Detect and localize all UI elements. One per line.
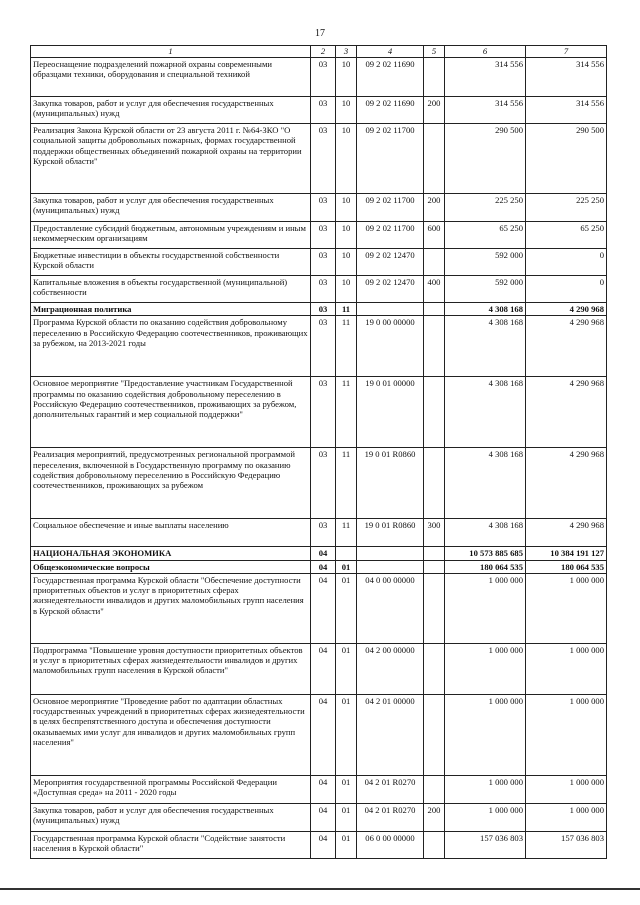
row-target-article-cell: 04 0 00 00000 xyxy=(357,573,424,643)
row-amount-2-cell: 1 000 000 xyxy=(526,643,607,694)
row-target-article-cell: 19 0 01 00000 xyxy=(357,377,424,448)
row-subsection-cell: 10 xyxy=(336,276,357,303)
row-section-cell: 04 xyxy=(311,560,336,573)
row-expense-type-cell: 200 xyxy=(424,194,445,222)
row-amount-2-cell: 1 000 000 xyxy=(526,694,607,775)
row-expense-type-cell: 200 xyxy=(424,97,445,124)
row-section-cell: 04 xyxy=(311,803,336,831)
table-row xyxy=(31,97,607,124)
row-amount-1-cell: 157 036 803 xyxy=(445,831,526,858)
row-target-article-cell xyxy=(357,547,424,560)
header-cell: 2 xyxy=(311,46,336,58)
row-amount-1-cell: 4 308 168 xyxy=(445,316,526,377)
table-row xyxy=(31,124,607,194)
row-section-cell: 04 xyxy=(311,573,336,643)
row-amount-2-cell: 4 290 968 xyxy=(526,303,607,316)
row-name-cell: Переоснащение подразделений пожарной охраны современными образцами техники, оборудования и специальной техникой xyxy=(31,58,311,97)
row-name-cell: Закупка товаров, работ и услуг для обеспечения государственных (муниципальных) нужд xyxy=(31,803,311,831)
row-amount-1-cell: 10 573 885 685 xyxy=(445,547,526,560)
row-name-cell: Мероприятия государственной программы Российской Федерации «Доступная среда» на 2011 - 2020 годы xyxy=(31,775,311,803)
row-subsection-cell: 01 xyxy=(336,831,357,858)
row-expense-type-cell xyxy=(424,58,445,97)
row-section-cell: 04 xyxy=(311,775,336,803)
row-name-cell: Закупка товаров, работ и услуг для обеспечения государственных (муниципальных) нужд xyxy=(31,194,311,222)
row-subsection-cell: 11 xyxy=(336,377,357,448)
row-amount-1-cell: 592 000 xyxy=(445,276,526,303)
row-amount-2-cell: 4 290 968 xyxy=(526,316,607,377)
row-name-cell: НАЦИОНАЛЬНАЯ ЭКОНОМИКА xyxy=(31,547,311,560)
row-name-cell: Общеэкономические вопросы xyxy=(31,560,311,573)
row-target-article-cell: 19 0 01 R0860 xyxy=(357,519,424,547)
row-target-article-cell: 04 2 00 00000 xyxy=(357,643,424,694)
row-amount-1-cell: 4 308 168 xyxy=(445,519,526,547)
table-row xyxy=(31,694,607,775)
row-target-article-cell: 09 2 02 12470 xyxy=(357,249,424,276)
row-target-article-cell xyxy=(357,560,424,573)
header-cell: 7 xyxy=(526,46,607,58)
table-row xyxy=(31,194,607,222)
page-number: 17 xyxy=(315,28,325,39)
row-target-article-cell: 06 0 00 00000 xyxy=(357,831,424,858)
row-amount-1-cell: 290 500 xyxy=(445,124,526,194)
row-section-cell: 03 xyxy=(311,249,336,276)
row-section-cell: 03 xyxy=(311,58,336,97)
row-section-cell: 03 xyxy=(311,124,336,194)
row-section-cell: 03 xyxy=(311,222,336,249)
row-subsection-cell: 10 xyxy=(336,58,357,97)
row-amount-2-cell: 157 036 803 xyxy=(526,831,607,858)
row-subsection-cell: 11 xyxy=(336,448,357,519)
row-subsection-cell: 11 xyxy=(336,519,357,547)
row-amount-2-cell: 180 064 535 xyxy=(526,560,607,573)
row-subsection-cell: 01 xyxy=(336,560,357,573)
row-expense-type-cell xyxy=(424,377,445,448)
row-amount-1-cell: 314 556 xyxy=(445,58,526,97)
row-amount-2-cell: 1 000 000 xyxy=(526,573,607,643)
row-section-cell: 04 xyxy=(311,831,336,858)
row-target-article-cell: 04 2 01 R0270 xyxy=(357,803,424,831)
row-expense-type-cell xyxy=(424,694,445,775)
row-section-cell: 03 xyxy=(311,97,336,124)
row-amount-2-cell: 0 xyxy=(526,276,607,303)
row-amount-2-cell: 4 290 968 xyxy=(526,519,607,547)
row-section-cell: 03 xyxy=(311,519,336,547)
table-row xyxy=(31,643,607,694)
row-expense-type-cell xyxy=(424,249,445,276)
header-cell: 4 xyxy=(357,46,424,58)
header-cell: 6 xyxy=(445,46,526,58)
row-target-article-cell: 09 2 02 11690 xyxy=(357,58,424,97)
row-target-article-cell: 09 2 02 12470 xyxy=(357,276,424,303)
row-amount-1-cell: 592 000 xyxy=(445,249,526,276)
row-amount-1-cell: 180 064 535 xyxy=(445,560,526,573)
row-subsection-cell: 10 xyxy=(336,222,357,249)
row-amount-1-cell: 1 000 000 xyxy=(445,694,526,775)
table-row xyxy=(31,519,607,547)
row-expense-type-cell xyxy=(424,448,445,519)
table-row xyxy=(31,775,607,803)
table-row xyxy=(31,316,607,377)
row-name-cell: Программа Курской области по оказанию содействия добровольному переселению в Российскую Федерацию соотечественников, проживающих за рубежом, на 2013-2021 годы xyxy=(31,316,311,377)
row-expense-type-cell: 200 xyxy=(424,803,445,831)
row-subsection-cell: 01 xyxy=(336,694,357,775)
row-target-article-cell: 19 0 01 R0860 xyxy=(357,448,424,519)
row-section-cell: 03 xyxy=(311,377,336,448)
row-amount-2-cell: 314 556 xyxy=(526,58,607,97)
table-row xyxy=(31,573,607,643)
row-name-cell: Предоставление субсидий бюджетным, автономным учреждениям и иным некоммерческим организациям xyxy=(31,222,311,249)
row-target-article-cell: 04 2 01 00000 xyxy=(357,694,424,775)
row-section-cell: 03 xyxy=(311,194,336,222)
table-row xyxy=(31,560,607,573)
row-expense-type-cell xyxy=(424,831,445,858)
budget-table xyxy=(30,45,607,859)
table-header-row xyxy=(31,46,607,58)
table-row xyxy=(31,303,607,316)
row-amount-1-cell: 1 000 000 xyxy=(445,803,526,831)
row-amount-1-cell: 1 000 000 xyxy=(445,643,526,694)
row-name-cell: Подпрограмма "Повышение уровня доступности приоритетных объектов и услуг в приоритетных сферах жизнедеятельности инвалидов и других маломобильных групп населения в Курской области" xyxy=(31,643,311,694)
row-name-cell: Социальное обеспечение и иные выплаты населению xyxy=(31,519,311,547)
row-section-cell: 03 xyxy=(311,316,336,377)
row-subsection-cell: 10 xyxy=(336,249,357,276)
table-row xyxy=(31,377,607,448)
row-expense-type-cell xyxy=(424,573,445,643)
row-section-cell: 03 xyxy=(311,303,336,316)
page-bottom-rule xyxy=(0,888,640,890)
row-amount-1-cell: 1 000 000 xyxy=(445,573,526,643)
row-subsection-cell: 01 xyxy=(336,573,357,643)
row-expense-type-cell xyxy=(424,316,445,377)
row-name-cell: Закупка товаров, работ и услуг для обеспечения государственных (муниципальных) нужд xyxy=(31,97,311,124)
row-subsection-cell: 11 xyxy=(336,303,357,316)
row-expense-type-cell: 600 xyxy=(424,222,445,249)
table-row xyxy=(31,249,607,276)
row-subsection-cell: 11 xyxy=(336,316,357,377)
table-row xyxy=(31,803,607,831)
row-subsection-cell: 10 xyxy=(336,194,357,222)
row-target-article-cell: 09 2 02 11700 xyxy=(357,222,424,249)
row-target-article-cell: 04 2 01 R0270 xyxy=(357,775,424,803)
table-row xyxy=(31,222,607,249)
row-name-cell: Миграционная политика xyxy=(31,303,311,316)
row-name-cell: Государственная программа Курской области "Обеспечение доступности приоритетных объектов и услуг в приоритетных сферах жизнедеятельности инвалидов и других маломобильных групп населения в Курской области" xyxy=(31,573,311,643)
row-target-article-cell: 09 2 02 11700 xyxy=(357,194,424,222)
row-name-cell: Основное мероприятие "Проведение работ по адаптации областных государственных учреждений в приоритетных сферах жизнедеятельности в целях беспрепятственного доступа и обеспечения доступности оказываемых ими услуг для инвалидов и других маломобильных групп населения" xyxy=(31,694,311,775)
row-amount-2-cell: 4 290 968 xyxy=(526,448,607,519)
row-subsection-cell: 01 xyxy=(336,775,357,803)
row-subsection-cell: 01 xyxy=(336,803,357,831)
row-expense-type-cell xyxy=(424,775,445,803)
row-name-cell: Государственная программа Курской области "Содействие занятости населения в Курской области" xyxy=(31,831,311,858)
row-amount-1-cell: 225 250 xyxy=(445,194,526,222)
header-cell: 5 xyxy=(424,46,445,58)
table-row xyxy=(31,831,607,858)
row-amount-1-cell: 1 000 000 xyxy=(445,775,526,803)
header-cell: 3 xyxy=(336,46,357,58)
row-amount-2-cell: 4 290 968 xyxy=(526,377,607,448)
row-name-cell: Капитальные вложения в объекты государственной (муниципальной) собственности xyxy=(31,276,311,303)
row-amount-2-cell: 314 556 xyxy=(526,97,607,124)
row-name-cell: Реализация мероприятий, предусмотренных региональной программой переселения, включенной в Государственную программу по оказанию содействия добровольному переселению в Российскую Федерацию соотечественников, проживающих за рубежом xyxy=(31,448,311,519)
header-cell: 1 xyxy=(31,46,311,58)
table-row xyxy=(31,58,607,97)
row-subsection-cell: 10 xyxy=(336,97,357,124)
row-amount-1-cell: 65 250 xyxy=(445,222,526,249)
row-expense-type-cell: 300 xyxy=(424,519,445,547)
row-amount-2-cell: 1 000 000 xyxy=(526,803,607,831)
row-section-cell: 04 xyxy=(311,547,336,560)
row-name-cell: Реализация Закона Курской области от 23 августа 2011 г. №64-ЗКО "О социальной защиты добровольных пожарных, формах государственной поддержки общественных объединений пожарной охраны на территории Курской области" xyxy=(31,124,311,194)
row-amount-1-cell: 4 308 168 xyxy=(445,377,526,448)
row-target-article-cell: 19 0 00 00000 xyxy=(357,316,424,377)
table-row xyxy=(31,547,607,560)
row-subsection-cell: 01 xyxy=(336,643,357,694)
row-expense-type-cell xyxy=(424,124,445,194)
row-section-cell: 04 xyxy=(311,694,336,775)
row-subsection-cell: 10 xyxy=(336,124,357,194)
row-target-article-cell: 09 2 02 11690 xyxy=(357,97,424,124)
table-row xyxy=(31,276,607,303)
row-amount-2-cell: 0 xyxy=(526,249,607,276)
row-amount-2-cell: 225 250 xyxy=(526,194,607,222)
row-amount-2-cell: 290 500 xyxy=(526,124,607,194)
row-expense-type-cell xyxy=(424,643,445,694)
row-expense-type-cell xyxy=(424,560,445,573)
row-amount-1-cell: 4 308 168 xyxy=(445,303,526,316)
row-subsection-cell xyxy=(336,547,357,560)
row-amount-2-cell: 10 384 191 127 xyxy=(526,547,607,560)
row-expense-type-cell: 400 xyxy=(424,276,445,303)
row-section-cell: 03 xyxy=(311,448,336,519)
row-amount-2-cell: 1 000 000 xyxy=(526,775,607,803)
row-amount-1-cell: 314 556 xyxy=(445,97,526,124)
row-name-cell: Бюджетные инвестиции в объекты государственной собственности Курской области xyxy=(31,249,311,276)
table-row xyxy=(31,448,607,519)
row-target-article-cell xyxy=(357,303,424,316)
row-section-cell: 04 xyxy=(311,643,336,694)
row-expense-type-cell xyxy=(424,303,445,316)
row-amount-1-cell: 4 308 168 xyxy=(445,448,526,519)
row-expense-type-cell xyxy=(424,547,445,560)
row-section-cell: 03 xyxy=(311,276,336,303)
row-target-article-cell: 09 2 02 11700 xyxy=(357,124,424,194)
row-name-cell: Основное мероприятие "Предоставление участникам Государственной программы по оказанию содействия добровольному переселению в Российскую Федерацию соотечественников, проживающих за рубежом, дополнительных гарантий и мер социальной поддержки" xyxy=(31,377,311,448)
row-amount-2-cell: 65 250 xyxy=(526,222,607,249)
